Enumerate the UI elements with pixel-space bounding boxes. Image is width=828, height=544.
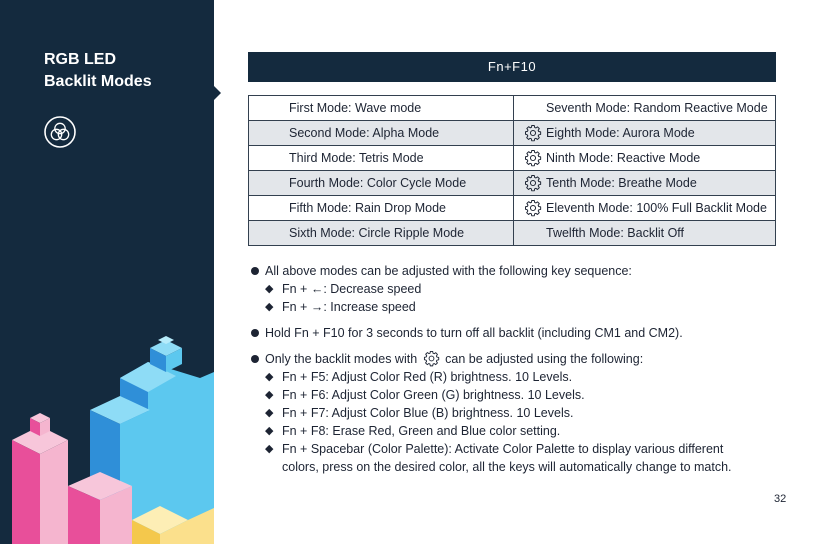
table-header: Fn+F10 [248,52,776,82]
note-erase-colors: ◆ Fn + F8: Erase Red, Green and Blue color setting. [248,422,788,440]
gear-icon [524,149,542,167]
section-title-line2: Backlit Modes [44,73,152,90]
sidebar-pointer [212,84,221,102]
note-speed-increase: ◆ Fn + →: Increase speed [248,298,788,316]
usage-notes [248,262,788,476]
mode-cell-left: Fourth Mode: Color Cycle Mode [249,171,514,196]
mode-cell-right [514,96,776,121]
gear-slot-empty [524,224,542,242]
note-color-adjust-text-before: Only the backlit modes with [265,352,418,366]
gear-icon [524,174,542,192]
note-adjust-green: ◆ Fn + F6: Adjust Color Green (G) brightness. 10 Levels. [248,386,788,404]
mode-label: Eleventh Mode: 100% Full Backlit Mode [546,201,767,215]
mode-cell-right [514,221,776,246]
gear-icon [423,350,440,367]
mode-row [249,96,776,121]
note-adjust-blue: ◆ Fn + F7: Adjust Color Blue (B) brightness. 10 Levels. [248,404,788,422]
mode-row [249,146,776,171]
note-color-adjust-text-after: can be adjusted using the following: [445,352,644,366]
mode-cell-left: Sixth Mode: Circle Ripple Mode [249,221,514,246]
gear-icon [524,199,542,217]
page-number: 32 [774,493,787,505]
gear-icon [524,124,542,142]
mode-row [249,171,776,196]
gear-icon [524,124,542,142]
mode-label: Seventh Mode: Random Reactive Mode [546,101,768,115]
note-speed: All above modes can be adjusted with the following key sequence: [248,262,788,280]
mode-cell-left: Third Mode: Tetris Mode [249,146,514,171]
mode-cell-right [514,171,776,196]
mode-row [249,121,776,146]
backlit-modes-table [248,95,776,246]
mode-cell-right [514,146,776,171]
gear-icon [524,149,542,167]
mode-label: Ninth Mode: Reactive Mode [546,151,701,165]
gear-icon [524,199,542,217]
gear-slot-empty [524,99,542,117]
note-color-palette-continued: colors, press on the desired color, all the keys will automatically change to match. [282,460,732,474]
sidebar [0,0,214,544]
note-adjust-red: ◆ Fn + F5: Adjust Color Red (R) brightness. 10 Levels. [248,368,788,386]
section-title-line1: RGB LED [44,51,116,68]
mode-label: Eighth Mode: Aurora Mode [546,126,695,140]
note-color-palette: ◆ Fn + Spacebar (Color Palette): Activate Color Palette to display various different [248,440,788,458]
cube-blocks-illustration [0,300,214,544]
mode-cell-right [514,121,776,146]
mode-cell-left: Second Mode: Alpha Mode [249,121,514,146]
note-color-adjust [248,350,788,368]
mode-cell-left: First Mode: Wave mode [249,96,514,121]
rgb-circles-icon [44,116,76,148]
mode-row [249,221,776,246]
gear-icon [524,174,542,192]
section-title [44,49,152,93]
mode-label: Tenth Mode: Breathe Mode [546,176,697,190]
mode-cell-right [514,196,776,221]
note-speed-decrease: ◆ Fn + ←: Decrease speed [248,280,788,298]
mode-cell-left: Fifth Mode: Rain Drop Mode [249,196,514,221]
note-turn-off: Hold Fn + F10 for 3 seconds to turn off all backlit (including CM1 and CM2). [248,324,788,342]
mode-row [249,196,776,221]
gear-icon [423,350,440,367]
mode-label: Twelfth Mode: Backlit Off [546,226,685,240]
